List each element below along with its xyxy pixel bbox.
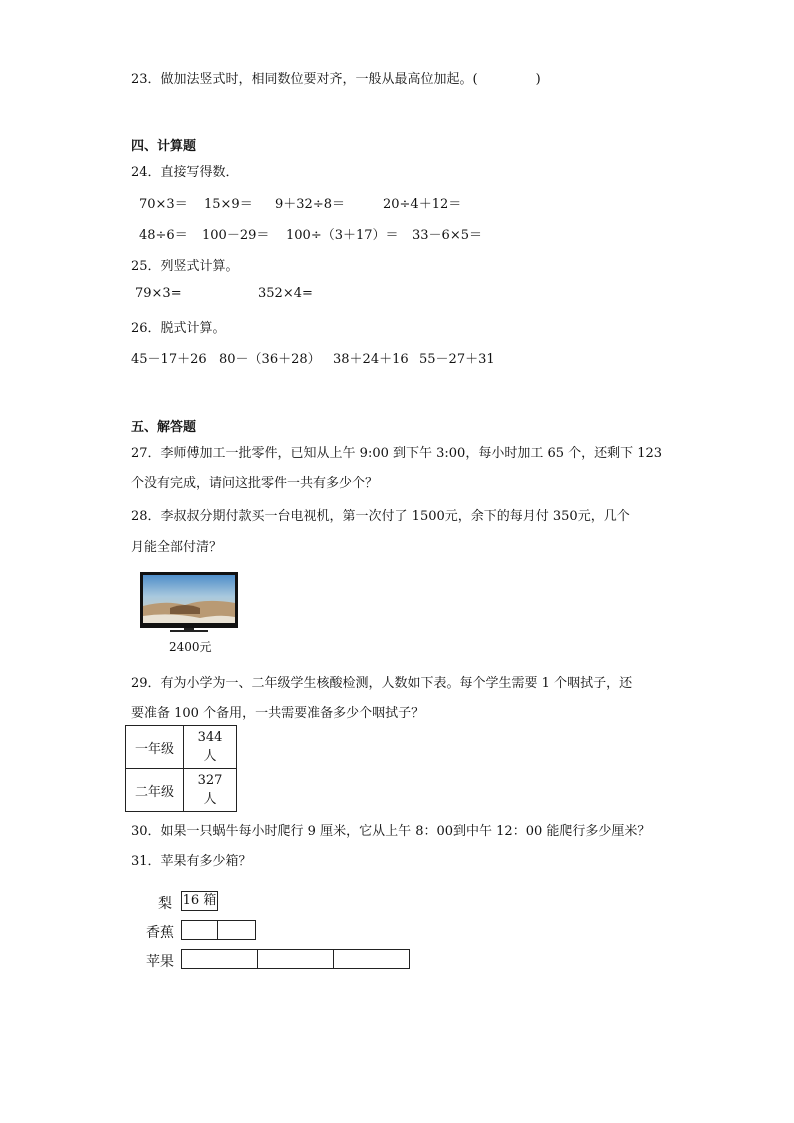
q23 <box>131 68 541 87</box>
q29-line-2: 要准备 100 个备用，一共需要准备多少个咽拭子？ <box>131 706 425 721</box>
banana-box <box>181 920 218 940</box>
q29-line-1: 29．有为小学为一、二年级学生核酸检测，人数如下表。每个学生需要 1 个咽拭子，还 <box>131 676 633 691</box>
q25-item-2: 352×4= <box>258 286 313 301</box>
q28-line-2: 月能全部付清？ <box>131 540 223 555</box>
q30-text: 30．如果一只蜗牛每小时爬行 9 厘米，它从上午 8：00到中午 12：00 能爬行多少厘米？ <box>131 824 651 839</box>
q25-item-1: 79×3= <box>135 286 182 301</box>
grade-label: 一年级 <box>126 726 184 769</box>
q26-title: 26．脱式计算。 <box>131 321 226 336</box>
q24-r2-c2: 100－29＝ <box>202 228 270 243</box>
q24-r1-c4: 20÷4＋12＝ <box>383 197 462 212</box>
banana-label: 香蕉 <box>146 925 174 941</box>
grade-label: 二年级 <box>126 769 184 812</box>
table-row <box>126 726 237 769</box>
q24-r1-c2: 15×9＝ <box>204 197 253 212</box>
tv-image <box>140 572 238 632</box>
pear-box: 16 箱 <box>181 891 218 911</box>
q28-line-1: 28．李叔叔分期付款买一台电视机，第一次付了 1500元，余下的每月付 350元，几个 <box>131 509 630 524</box>
q24-title: 24．直接写得数． <box>131 165 239 180</box>
q27-line-1: 27．李师傅加工一批零件，已知从上午 9:00 到下午 3:00，每小时加工 65 个，还剩下 123 <box>131 446 663 461</box>
table-row <box>126 769 237 812</box>
q27-line-2: 个没有完成，请问这批零件一共有多少个？ <box>131 476 379 491</box>
q24-r2-c4: 33－6×5＝ <box>412 228 482 243</box>
apple-label: 苹果 <box>146 954 174 970</box>
q24-r2-c1: 48÷6＝ <box>139 228 188 243</box>
grade-count: 327 人 <box>184 769 237 812</box>
q26-item-1: 45－17＋26 <box>131 352 207 367</box>
q24-r2-c3: 100÷（3＋17）＝ <box>286 228 399 243</box>
grade-count: 344 人 <box>184 726 237 769</box>
apple-box <box>333 949 410 969</box>
q31-title: 31．苹果有多少箱？ <box>131 854 252 869</box>
q24-r1-c1: 70×3＝ <box>139 197 188 212</box>
tv-price: 2400元 <box>169 640 212 654</box>
banana-box <box>217 920 256 940</box>
q26-item-3: 38＋24＋16 <box>333 352 409 367</box>
section-5-title: 五、解答题 <box>131 420 197 435</box>
apple-box <box>181 949 258 969</box>
q23-text: 23．做加法竖式时，相同数位要对齐，一般从最高位加起。( <box>131 72 478 87</box>
q25-title: 25．列竖式计算。 <box>131 259 239 274</box>
q24-r1-c3: 9＋32÷8＝ <box>275 197 345 212</box>
section-4-title: 四、计算题 <box>131 139 197 154</box>
pear-label: 梨 <box>158 896 172 912</box>
grade-table <box>125 725 237 812</box>
q23-close: ) <box>535 72 541 87</box>
apple-box <box>257 949 334 969</box>
q26-item-2: 80－（36＋28） <box>219 352 321 367</box>
q26-item-4: 55－27＋31 <box>419 352 495 367</box>
